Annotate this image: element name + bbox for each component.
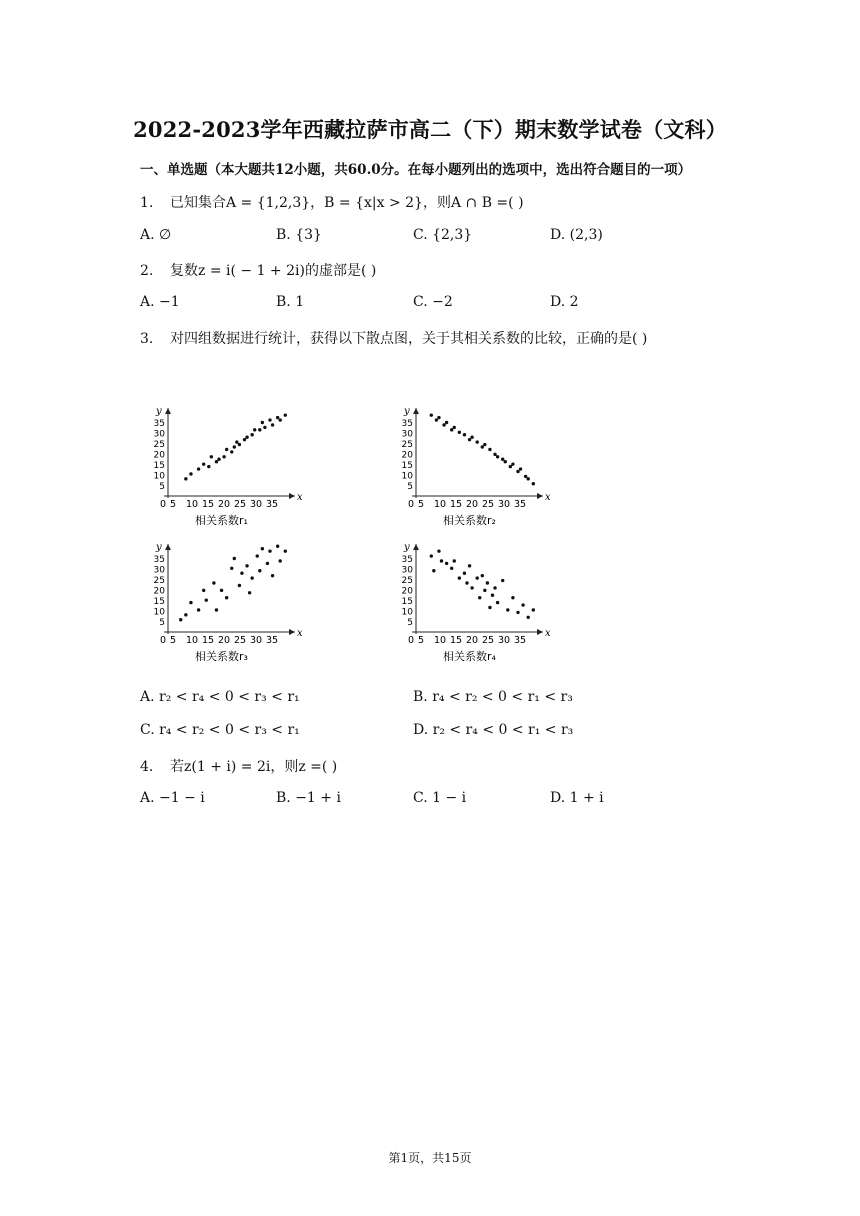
- x-tick-label: 35: [514, 635, 527, 646]
- y-tick-label: 10: [401, 471, 413, 482]
- question-4: [140, 756, 337, 776]
- scatter-point: [506, 608, 509, 611]
- page-title: 2022-2023学年西藏拉萨市高二（下）期末数学试卷（文科）: [133, 117, 727, 142]
- question-2: [140, 260, 376, 280]
- x-tick-label: 0: [160, 499, 167, 510]
- scatter-point: [230, 567, 233, 570]
- y-axis-label: y: [156, 406, 162, 417]
- y-tick-label: 20: [153, 586, 165, 597]
- scatter-point: [453, 426, 456, 429]
- option-c: C. r₄ < r₂ < 0 < r₃ < r₁: [140, 722, 300, 738]
- scatter-point: [465, 581, 468, 584]
- scatter-point: [463, 572, 466, 575]
- x-tick-label: 5: [170, 635, 177, 646]
- y-axis-label: y: [404, 542, 410, 553]
- scatter-point: [511, 462, 514, 465]
- question-number: 3.: [140, 331, 154, 347]
- scatter-point: [532, 608, 535, 611]
- y-tick-label: 5: [407, 482, 413, 492]
- scatter-point: [263, 426, 266, 429]
- y-axis-label: y: [404, 406, 410, 417]
- scatter-point: [258, 569, 261, 572]
- x-tick-label: 10: [186, 499, 199, 510]
- scatter-point: [276, 416, 279, 419]
- y-axis-arrow: [165, 544, 171, 550]
- y-tick-label: 25: [153, 576, 165, 586]
- y-tick-label: 10: [153, 471, 165, 482]
- x-tick-label: 10: [434, 499, 447, 510]
- scatter-point: [435, 418, 438, 421]
- plot-caption: 相关系数r₃: [195, 650, 248, 663]
- scatter-point: [233, 445, 236, 448]
- option-a: A. −1: [140, 294, 180, 310]
- x-axis-arrow: [537, 629, 543, 635]
- scatter-point: [253, 428, 256, 431]
- y-axis-arrow: [413, 544, 419, 550]
- scatter-point: [202, 462, 205, 465]
- scatter-point: [271, 574, 274, 577]
- scatter-point: [432, 569, 435, 572]
- x-tick-label: 35: [514, 499, 527, 510]
- scatter-point: [279, 418, 282, 421]
- scatter-point: [271, 423, 274, 426]
- x-tick-label: 25: [234, 635, 247, 646]
- x-tick-label: 30: [498, 635, 511, 646]
- scatter-point: [248, 591, 251, 594]
- x-tick-label: 5: [170, 499, 177, 510]
- scatter-point: [430, 554, 433, 557]
- scatter-point: [532, 482, 535, 485]
- scatter-point: [197, 608, 200, 611]
- y-tick-label: 30: [153, 565, 165, 576]
- scatter-point: [481, 445, 484, 448]
- scatter-point: [504, 460, 507, 463]
- scatter-point: [225, 596, 228, 599]
- y-tick-label: 30: [401, 565, 413, 576]
- y-tick-label: 5: [159, 618, 165, 628]
- y-tick-label: 25: [401, 440, 413, 450]
- y-tick-label: 30: [401, 429, 413, 440]
- y-tick-label: 5: [159, 482, 165, 492]
- x-tick-label: 15: [450, 635, 463, 646]
- scatter-point: [215, 460, 218, 463]
- scatter-point: [179, 618, 182, 621]
- x-tick-label: 5: [418, 499, 425, 510]
- option-b: B. r₄ < r₂ < 0 < r₁ < r₃: [413, 689, 573, 705]
- option-a: A. ∅: [140, 227, 172, 243]
- scatter-point: [207, 465, 210, 468]
- option-d: D. 2: [550, 294, 579, 310]
- x-tick-label: 0: [160, 635, 167, 646]
- scatter-point: [268, 549, 271, 552]
- scatter-point: [243, 438, 246, 441]
- x-tick-label: 5: [418, 635, 425, 646]
- scatter-point: [481, 574, 484, 577]
- scatter-point: [217, 458, 220, 461]
- scatter-point: [250, 576, 253, 579]
- y-tick-label: 5: [407, 618, 413, 628]
- scatter-point: [437, 416, 440, 419]
- x-axis-label: x: [545, 628, 551, 639]
- x-tick-label: 30: [250, 635, 263, 646]
- question-3: [140, 328, 647, 348]
- scatter-point: [521, 603, 524, 606]
- plot-caption: 相关系数r₄: [443, 650, 496, 663]
- question-number: 2.: [140, 263, 154, 279]
- scatter-svg: [150, 400, 310, 530]
- section-heading: 一、单选题（本大题共12小题，共60.0分。在每小题列出的选项中，选出符合题目的一项）: [140, 162, 692, 178]
- scatter-point: [488, 606, 491, 609]
- scatter-point: [468, 438, 471, 441]
- scatter-point: [240, 572, 243, 575]
- x-tick-label: 20: [466, 499, 479, 510]
- scatter-point: [519, 467, 522, 470]
- scatter-plot-r2: [398, 400, 558, 530]
- scatter-point: [245, 564, 248, 567]
- page-footer: 第1页，共15页: [388, 1151, 472, 1165]
- y-tick-label: 20: [401, 450, 413, 461]
- scatter-point: [184, 613, 187, 616]
- scatter-point: [440, 559, 443, 562]
- x-tick-label: 15: [450, 499, 463, 510]
- scatter-point: [258, 428, 261, 431]
- scatter-point: [205, 598, 208, 601]
- scatter-point: [212, 581, 215, 584]
- question-stem: 已知集合A = {1,2,3}，B = {x|x > 2}，则A ∩ B =( ): [170, 195, 524, 211]
- y-tick-label: 15: [401, 597, 413, 607]
- scatter-point: [493, 586, 496, 589]
- scatter-point: [233, 557, 236, 560]
- y-tick-label: 25: [153, 440, 165, 450]
- scatter-point: [478, 596, 481, 599]
- x-tick-label: 20: [466, 635, 479, 646]
- y-tick-label: 10: [401, 607, 413, 618]
- option-c: C. −2: [413, 294, 453, 310]
- scatter-point: [458, 576, 461, 579]
- y-tick-label: 30: [153, 429, 165, 440]
- scatter-point: [220, 589, 223, 592]
- scatter-point: [189, 472, 192, 475]
- x-tick-label: 15: [202, 635, 215, 646]
- option-c: C. {2,3}: [413, 227, 473, 243]
- x-tick-label: 0: [408, 499, 415, 510]
- scatter-point: [210, 455, 213, 458]
- y-tick-label: 20: [153, 450, 165, 461]
- scatter-point: [458, 431, 461, 434]
- x-tick-label: 15: [202, 499, 215, 510]
- x-tick-label: 25: [234, 499, 247, 510]
- x-axis-label: x: [297, 628, 303, 639]
- x-tick-label: 10: [186, 635, 199, 646]
- option-b: B. −1 + i: [276, 790, 341, 806]
- question-stem: 复数z = i( − 1 + 2i)的虚部是( ): [170, 263, 377, 279]
- scatter-point: [501, 458, 504, 461]
- y-axis-arrow: [165, 408, 171, 414]
- scatter-point: [450, 567, 453, 570]
- scatter-point: [488, 448, 491, 451]
- scatter-point: [256, 554, 259, 557]
- question-number: 1.: [140, 195, 154, 211]
- scatter-point: [430, 413, 433, 416]
- scatter-point: [493, 453, 496, 456]
- scatter-point: [483, 589, 486, 592]
- scatter-point: [202, 589, 205, 592]
- scatter-point: [491, 594, 494, 597]
- scatter-point: [476, 440, 479, 443]
- question-1: [140, 192, 524, 212]
- scatter-point: [437, 549, 440, 552]
- x-tick-label: 30: [498, 499, 511, 510]
- x-tick-label: 25: [482, 635, 495, 646]
- scatter-plot-r3: [150, 536, 310, 666]
- scatter-point: [527, 477, 530, 480]
- scatter-point: [463, 433, 466, 436]
- option-a: A. r₂ < r₄ < 0 < r₃ < r₁: [140, 689, 300, 705]
- scatter-point: [486, 581, 489, 584]
- scatter-point: [483, 443, 486, 446]
- x-tick-label: 20: [218, 635, 231, 646]
- x-tick-label: 10: [434, 635, 447, 646]
- x-tick-label: 35: [266, 635, 279, 646]
- scatter-point: [261, 421, 264, 424]
- scatter-point: [197, 467, 200, 470]
- scatter-svg: [398, 400, 558, 530]
- scatter-point: [445, 562, 448, 565]
- x-tick-label: 30: [250, 499, 263, 510]
- x-tick-label: 0: [408, 635, 415, 646]
- scatter-point: [222, 455, 225, 458]
- scatter-point: [509, 465, 512, 468]
- scatter-point: [527, 616, 530, 619]
- x-axis-arrow: [289, 629, 295, 635]
- x-axis-label: x: [297, 492, 303, 503]
- option-b: B. {3}: [276, 227, 322, 243]
- scatter-point: [230, 450, 233, 453]
- scatter-point: [268, 418, 271, 421]
- question-stem: 对四组数据进行统计，获得以下散点图，关于其相关系数的比较，正确的是( ): [170, 331, 648, 347]
- scatter-point: [238, 443, 241, 446]
- scatter-point: [445, 421, 448, 424]
- x-tick-label: 25: [482, 499, 495, 510]
- y-tick-label: 35: [401, 555, 413, 565]
- plot-caption: 相关系数r₂: [443, 514, 496, 527]
- scatter-plot-r4: [398, 536, 558, 666]
- option-a: A. −1 − i: [140, 790, 205, 806]
- scatter-point: [266, 562, 269, 565]
- scatter-point: [496, 601, 499, 604]
- scatter-point: [476, 576, 479, 579]
- plot-caption: 相关系数r₁: [195, 514, 248, 527]
- y-tick-label: 15: [153, 597, 165, 607]
- scatter-point: [470, 586, 473, 589]
- scatter-svg: [398, 536, 558, 666]
- scatter-point: [442, 423, 445, 426]
- scatter-point: [524, 475, 527, 478]
- x-axis-arrow: [537, 493, 543, 499]
- y-tick-label: 35: [401, 419, 413, 429]
- option-d: D. r₂ < r₄ < 0 < r₁ < r₃: [413, 722, 574, 738]
- y-tick-label: 20: [401, 586, 413, 597]
- option-d: D. (2,3): [550, 227, 603, 243]
- option-b: B. 1: [276, 294, 305, 310]
- x-axis-arrow: [289, 493, 295, 499]
- y-tick-label: 35: [153, 555, 165, 565]
- scatter-point: [245, 436, 248, 439]
- scatter-point: [450, 428, 453, 431]
- scatter-point: [511, 596, 514, 599]
- y-tick-label: 15: [153, 461, 165, 471]
- scatter-point: [453, 559, 456, 562]
- scatter-point: [284, 413, 287, 416]
- option-c: C. 1 − i: [413, 790, 467, 806]
- y-tick-label: 15: [401, 461, 413, 471]
- scatter-point: [276, 545, 279, 548]
- scatter-point: [184, 477, 187, 480]
- scatter-point: [250, 433, 253, 436]
- y-axis-label: y: [156, 542, 162, 553]
- scatter-point: [235, 440, 238, 443]
- y-axis-arrow: [413, 408, 419, 414]
- scatter-point: [284, 549, 287, 552]
- scatter-point: [279, 559, 282, 562]
- scatter-point: [501, 579, 504, 582]
- scatter-point: [261, 547, 264, 550]
- y-tick-label: 25: [401, 576, 413, 586]
- y-tick-label: 10: [153, 607, 165, 618]
- x-tick-label: 20: [218, 499, 231, 510]
- x-tick-label: 35: [266, 499, 279, 510]
- scatter-point: [470, 436, 473, 439]
- scatter-point: [225, 448, 228, 451]
- scatter-point: [238, 584, 241, 587]
- question-stem: 若z(1 + i) = 2i，则z =( ): [170, 759, 338, 775]
- scatter-point: [516, 611, 519, 614]
- y-tick-label: 35: [153, 419, 165, 429]
- scatter-plot-r1: [150, 400, 310, 530]
- scatter-point: [516, 470, 519, 473]
- scatter-point: [496, 455, 499, 458]
- scatter-svg: [150, 536, 310, 666]
- x-axis-label: x: [545, 492, 551, 503]
- scatter-point: [189, 601, 192, 604]
- scatter-point: [468, 564, 471, 567]
- option-d: D. 1 + i: [550, 790, 604, 806]
- question-number: 4.: [140, 759, 154, 775]
- scatter-point: [215, 608, 218, 611]
